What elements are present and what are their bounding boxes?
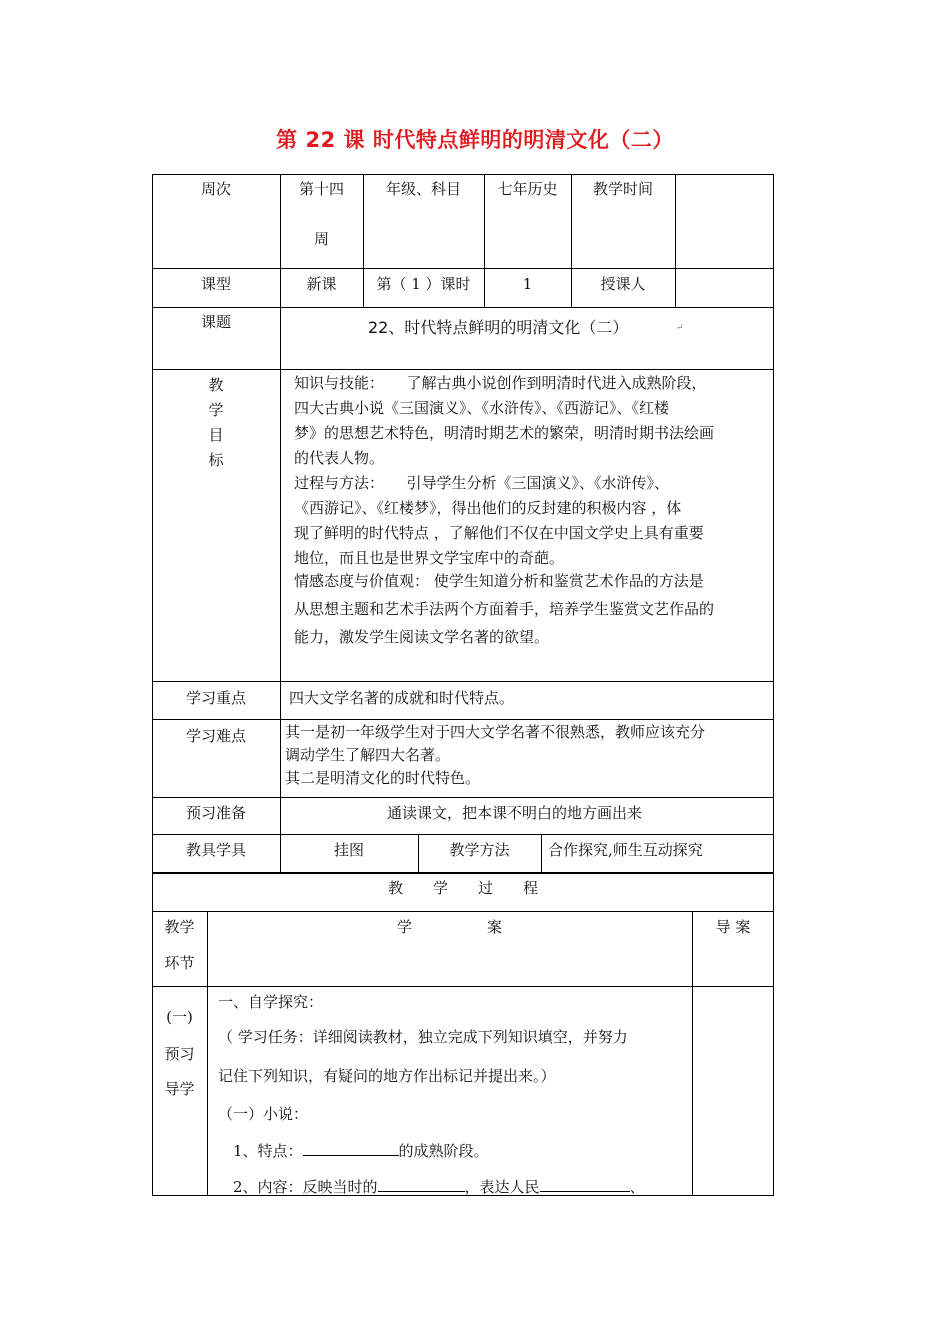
page-title: 第 22 课 时代特点鲜明的明清文化（二） [276,128,674,152]
text-line: 从思想主题和艺术手法两个方面着手，培养学生鉴赏文艺作品的 [294,600,715,618]
topic-label: 课题 [200,313,231,331]
emotion-values-block [294,567,714,651]
stage-label: 导学 [164,1080,195,1098]
text-line: 情感态度与价值观： 使学生知道分析和鉴赏艺术作品的方法是 [294,572,704,590]
tools-label: 教具学具 [185,841,246,859]
sub-heading: （一）小说： [218,1105,309,1123]
text-line: 能力，激发学生阅读文学名著的欲望。 [294,628,550,646]
tools-value: 挂图 [333,841,364,859]
answer-blank[interactable] [378,1177,465,1192]
period-value: 1 [522,275,533,293]
item-prefix: 1、特点： [233,1142,303,1160]
key-points-label: 学习重点 [185,689,246,707]
stage-label: 预习 [164,1045,195,1063]
answer-blank[interactable] [303,1141,399,1156]
period-label: 第（ 1 ）课时 [376,275,471,293]
section-heading: 一、自学探究： [218,993,324,1011]
plan-col-header: 学 案 [396,918,502,936]
text-line: 其二是明清文化的时代特色。 [285,769,481,787]
text-line: 其一是初一年级学生对于四大文学名著不很熟悉，教师应该充分 [285,723,706,741]
week-value-line2: 周 [313,230,329,248]
key-points-value: 四大文学名著的成就和时代特点。 [289,689,515,707]
text-line: 知识与技能： 了解古典小说创作到明清时代进入成熟阶段， [294,374,707,392]
task-line: （ 学习任务：详细阅读教材，独立完成下列知识填空，并努力 [218,1028,628,1046]
item-prefix: 2、内容：反映当时的 [233,1178,378,1196]
teacher-label: 授课人 [600,275,646,293]
teaching-time-label: 教学时间 [592,180,653,198]
item-mid: ，表达人民 [464,1178,540,1196]
fill-item-2 [233,1177,645,1196]
grade-subject-label: 年级、科目 [385,180,461,198]
difficulties-label: 学习难点 [185,727,246,745]
lesson-type-label: 课型 [200,275,231,293]
stage-col-header-2: 环节 [164,954,195,972]
knowledge-skills-block [294,371,714,571]
process-header: 教 学 过 程 [387,879,538,897]
text-line: 的代表人物。 [294,449,385,467]
return-mark: ↵ [676,323,684,333]
text-line: 《西游记》、《红楼梦》，得出他们的反封建的积极内容 ，体 [294,499,682,517]
guide-col-header: 导 案 [715,918,751,936]
difficulties-block [285,721,705,790]
item-suffix: 、 [629,1178,645,1196]
grade-subject-value: 七年历史 [497,180,558,198]
stage-label: (一) [166,1008,193,1026]
week-label: 周次 [200,180,231,198]
preparation-value: 通读课文，把本课不明白的地方画出来 [387,804,643,822]
item-suffix: 的成熟阶段。 [398,1142,489,1160]
task-line: 记住下列知识，有疑问的地方作出标记并提出来。） [218,1067,556,1085]
method-value: 合作探究,师生互动探究 [548,841,703,859]
text-line: 梦》的思想艺术特色，明清时期艺术的繁荣，明清时期书法绘画 [294,424,715,442]
text-line: 过程与方法： 引导学生分析《三国演义》、《水浒传》、 [294,474,670,492]
objectives-label-char: 标 [208,451,224,469]
method-label: 教学方法 [449,841,510,859]
objectives-label-char: 目 [208,426,224,444]
topic-value: 22、时代特点鲜明的明清文化（二） [368,318,629,337]
text-line: 四大古典小说《三国演义》、《水浒传》、《西游记》、《红楼 [294,399,670,417]
lesson-type-value: 新课 [306,275,337,293]
fill-item-1 [233,1141,489,1160]
objectives-label-char: 教 [208,376,224,394]
week-value-line1: 第十四 [298,180,344,198]
text-line: 现了鲜明的时代特点 ，了解他们不仅在中国文学史上具有重要 [294,524,704,542]
text-line: 调动学生了解四大名著。 [285,746,451,764]
preparation-label: 预习准备 [185,804,246,822]
objectives-label-char: 学 [208,401,224,419]
answer-blank[interactable] [540,1177,630,1192]
text-line: 地位，而且也是世界文学宝库中的奇葩。 [294,549,565,567]
stage-col-header-1: 教学 [164,918,195,936]
